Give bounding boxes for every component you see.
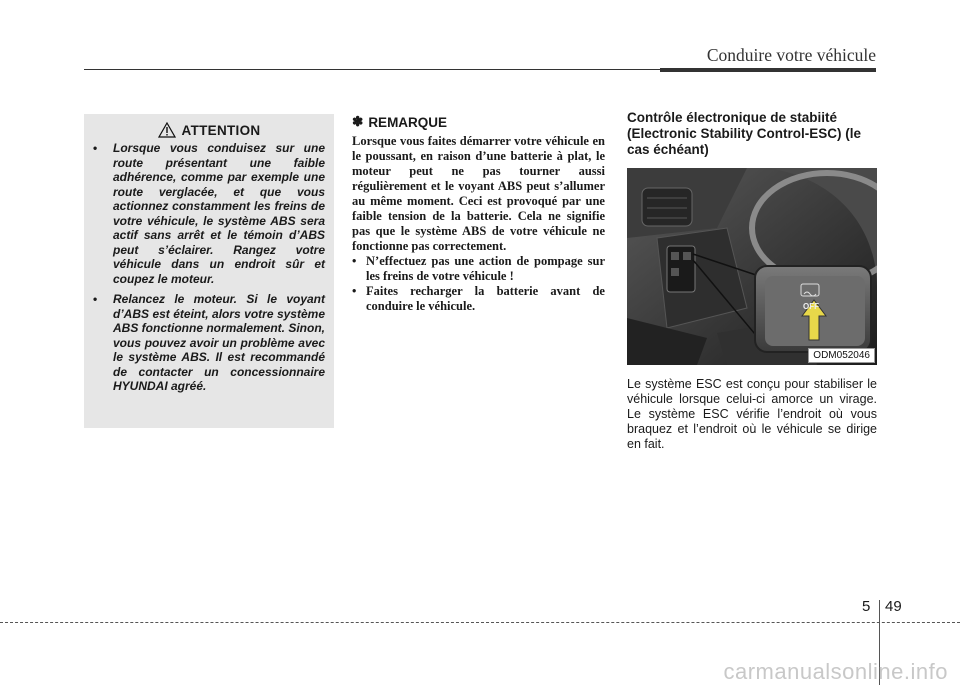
footer-rule (0, 622, 960, 623)
remarque-item: • N’effectuez pas une action de pompage sur les freins de votre véhicule ! (352, 254, 605, 283)
watermark: carmanualsonline.info (723, 659, 948, 684)
attention-item: • Relancez le moteur. Si le voyant d’ABS est éteint, alors votre système ABS fonctionne normalement. Sinon, vous pouvez avoir un problème avec le système ABS. Il est recommandé de contacter un concessionnaire HYUNDAI agréé. (93, 292, 326, 393)
esc-body: Le système ESC est conçu pour stabiliser le véhicule lorsque celui-ci amorce un virage. Le système ESC vérifie l’endroit où vous braquez et l’endroit où le véhicule se dirige en fait. (627, 377, 877, 451)
figure-code: ODM052046 (808, 348, 875, 363)
esc-title: Contrôle électronique de stabiité (Electronic Stability Control-ESC) (le cas échéant) (627, 110, 862, 157)
esc-off-label: OFF (803, 302, 819, 311)
attention-box (84, 114, 334, 428)
dashboard-illustration (627, 168, 877, 365)
attention-header (93, 122, 325, 138)
remarque-title: REMARQUE (368, 114, 448, 130)
remarque-list (352, 254, 605, 314)
remarque-body: Lorsque vous faites démarrer votre véhicule en le poussant, en raison d’une batterie à plat, le moteur peut ne pas tourner aussi régulièrement et le voyant ABS peut s’allumer au même moment. Ceci est provoqué par une faible tension de la batterie. Cela ne signifie pas que le système ABS de votre véhicule ne fonctionne pas correctement. (352, 134, 605, 253)
header-rule-accent (660, 68, 876, 72)
header-rule (84, 69, 660, 70)
attention-item: • Lorsque vous conduisez sur une route présentant une faible adhérence, comme par exemple une route verglacée, et que vous actionnez constamment les freins de votre véhicule, le système ABS sera actif sans arrêt et le témoin d’ABS peut s’éclairer. Rangez votre véhicule dans un endroit sûr et coupez le moteur. (93, 141, 325, 286)
attention-list (93, 141, 325, 394)
attention-title: ATTENTION (181, 122, 261, 138)
esc-section (627, 110, 877, 452)
chapter-number: 5 (862, 598, 871, 615)
esc-figure (627, 168, 877, 365)
remarque-item: • Faites recharger la batterie avant de conduire le véhicule. (352, 284, 605, 313)
page-header-title: Conduire votre véhicule (706, 45, 876, 65)
page-number: 49 (885, 598, 902, 615)
remarque-symbol-icon: ✽ (352, 114, 364, 129)
warning-triangle-icon (158, 122, 176, 138)
remarque-section (352, 114, 605, 314)
remarque-header (352, 114, 605, 130)
